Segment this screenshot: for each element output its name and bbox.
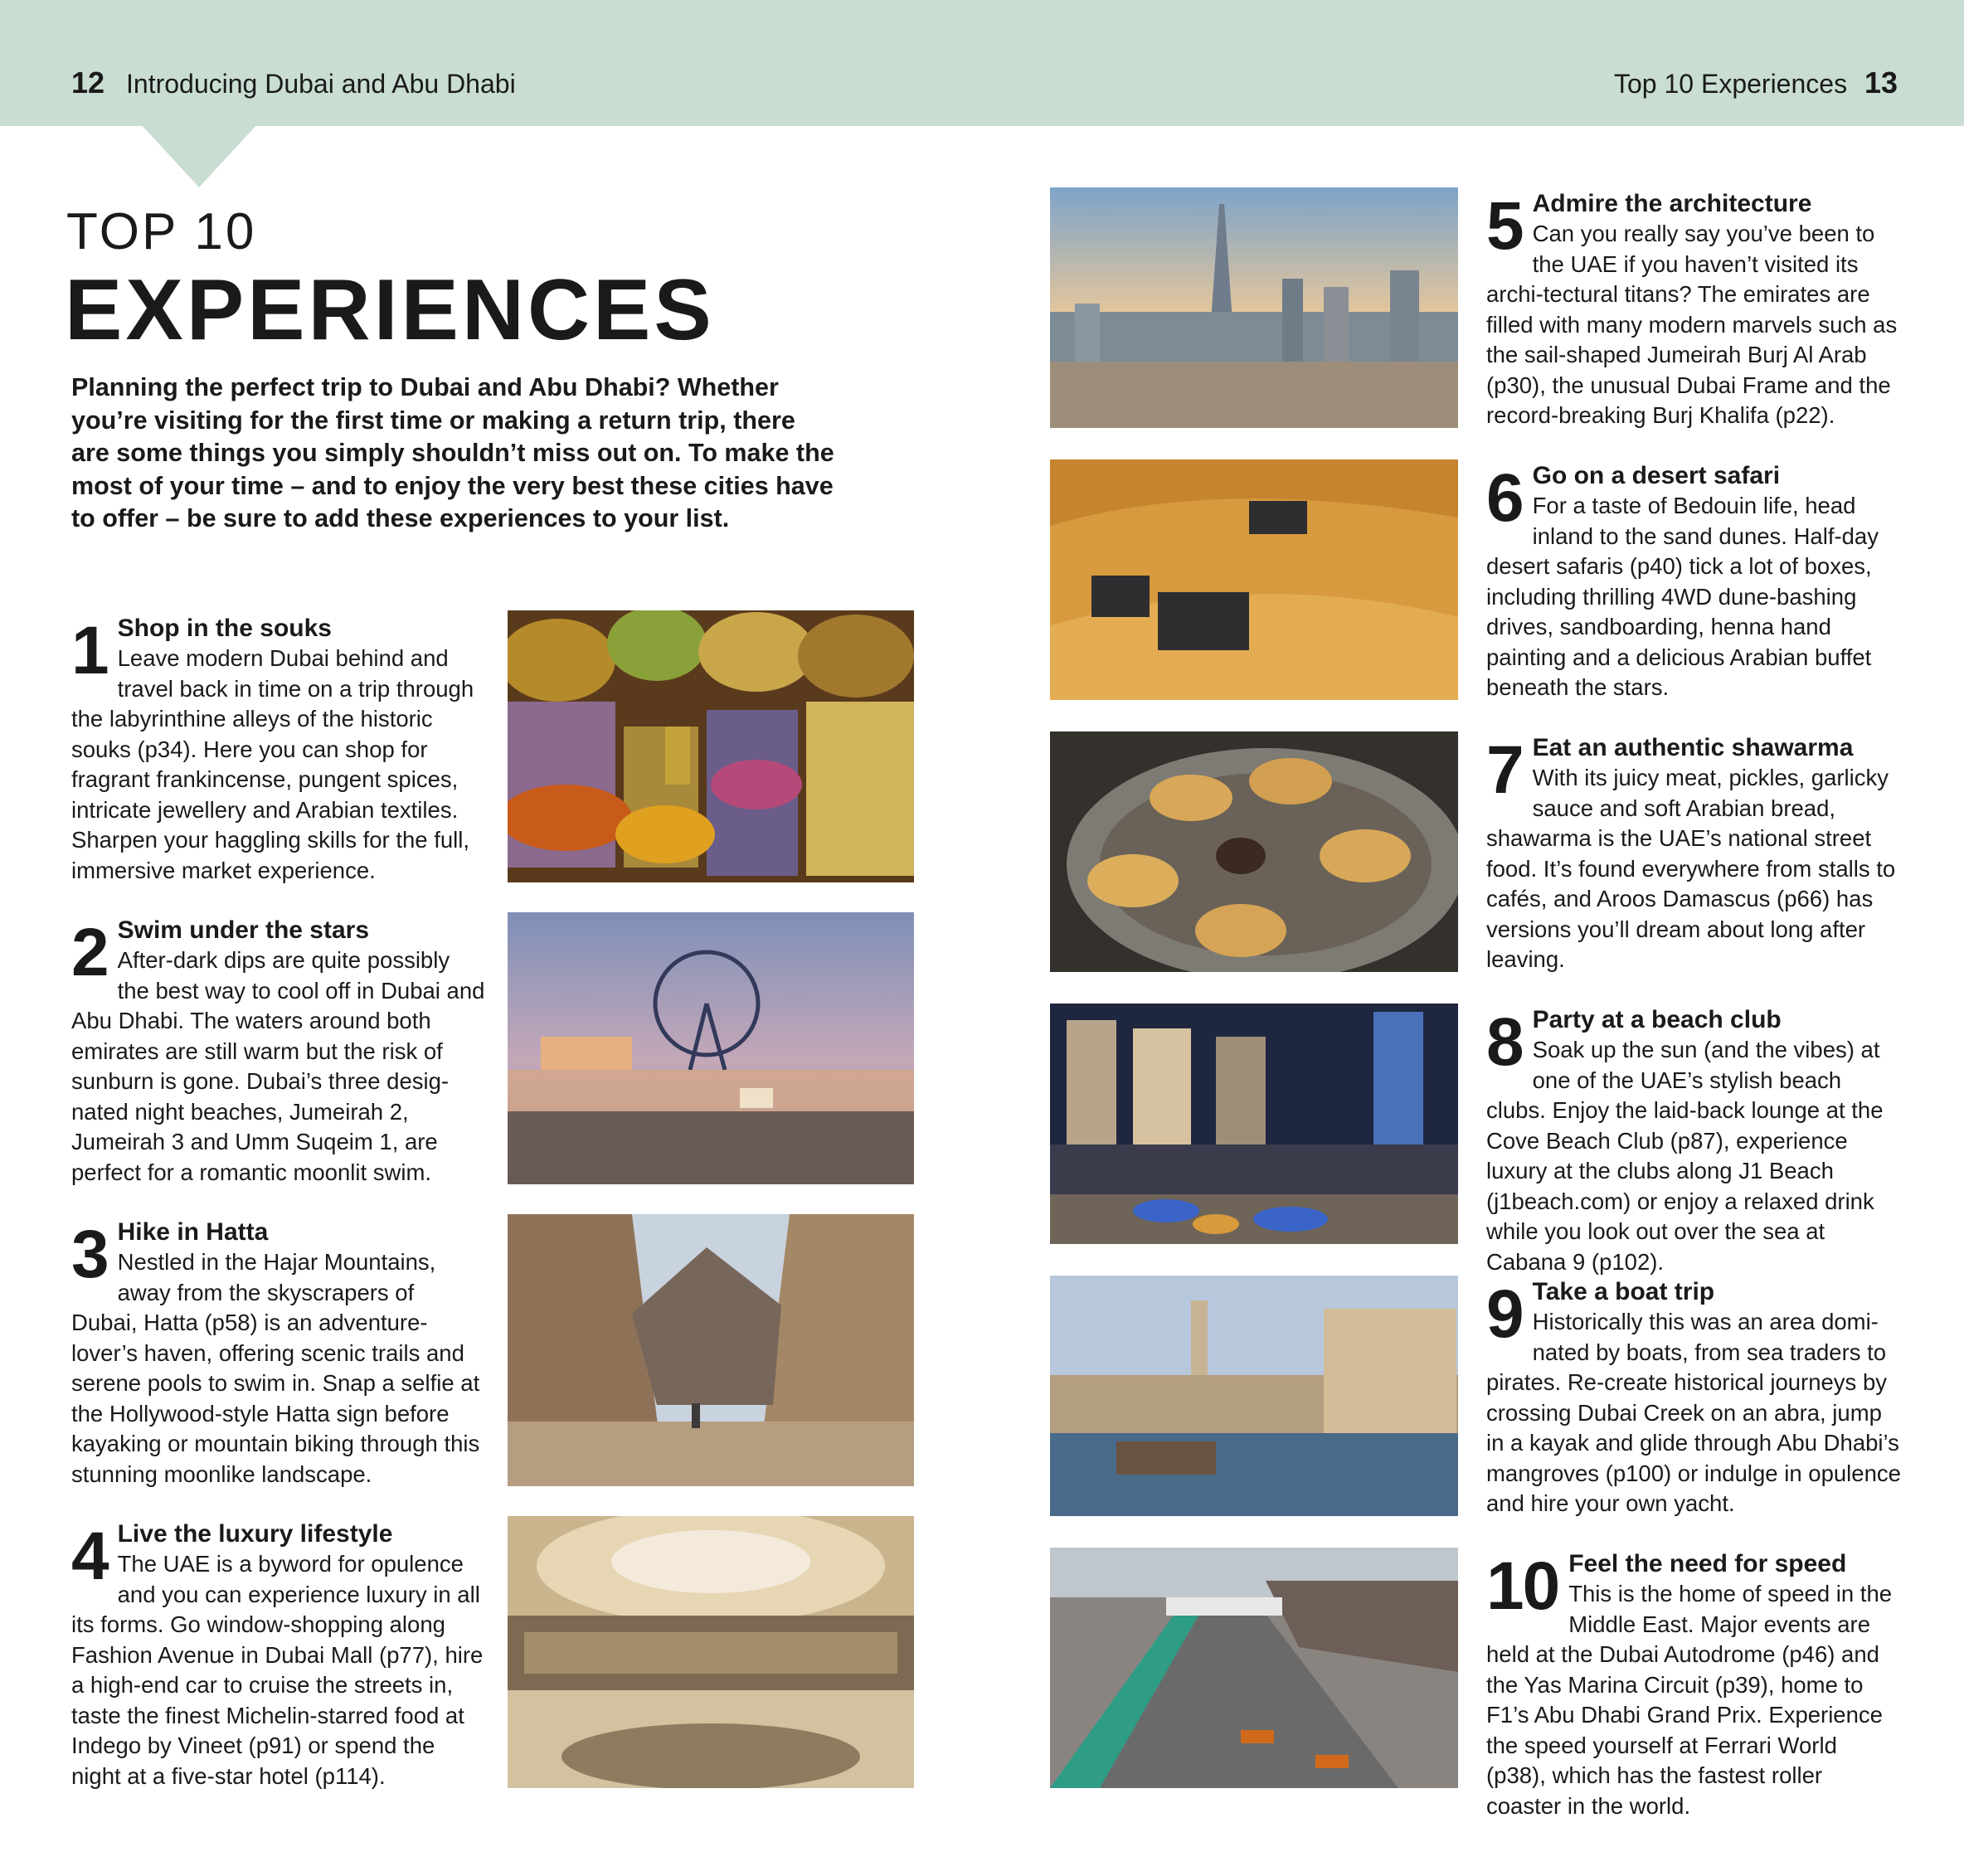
item-number: 2 — [71, 915, 108, 990]
item-body: For a taste of Bedouin life, head inland to the sand dunes. Half-day desert safaris (p40) tick a lot of boxes, including thrilling 4WD dune-bashing drives, sandboarding, henna hand painting and a delicious Arabian buffet beneath the stars. — [1486, 493, 1879, 700]
item-body: After-dark dips are quite possibly the best way to cool off in Dubai and Abu Dhabi. The waters around both emirates are still warm but the risk of sunburn is gone. Dubai’s three desig-nated night beaches, Jumeirah 2, Jumeirah 3 and Umm Suqeim 1, are perfect for a romantic moonlit swim. — [71, 947, 485, 1185]
experience-item-1 — [71, 614, 486, 886]
item-title: Party at a beach club — [1532, 1006, 1782, 1033]
beach-club-photo — [1050, 1004, 1458, 1244]
item-title: Live the luxury lifestyle — [117, 1520, 393, 1548]
item-number: 10 — [1486, 1548, 1559, 1624]
experience-item-5 — [1486, 189, 1901, 431]
right-page-number: 13 — [1864, 66, 1898, 100]
page-title: EXPERIENCES — [65, 262, 715, 358]
item-number: 1 — [71, 613, 108, 688]
item-number: 8 — [1486, 1004, 1523, 1080]
experience-item-3 — [71, 1217, 486, 1490]
experience-item-2 — [71, 916, 486, 1188]
mall-interior-photo — [508, 1516, 914, 1788]
souk-spices-photo — [508, 610, 914, 882]
page-header — [0, 0, 1964, 126]
experience-item-6 — [1486, 461, 1901, 703]
experience-item-8 — [1486, 1005, 1901, 1277]
item-body: Nestled in the Hajar Mountains, away from the skyscrapers of Dubai, Hatta (p58) is an adventure-lover’s haven, offering scenic trails and serene pools to swim in. Snap a selfie at the Hollywood-style Hatta sign before kayaking or mountain biking through this stunning moonlike landscape. — [71, 1249, 480, 1487]
item-title: Eat an authentic shawarma — [1532, 734, 1854, 761]
experience-item-7 — [1486, 733, 1901, 975]
experience-item-10 — [1486, 1549, 1901, 1821]
item-body: With its juicy meat, pickles, garlicky sauce and soft Arabian bread, shawarma is the UAE’s national street food. It’s found everywhere from stalls to cafés, and Aroos Damascus (p66) has versions you’ll dream about long after leaving. — [1486, 765, 1896, 972]
item-number: 3 — [71, 1217, 108, 1292]
item-number: 5 — [1486, 188, 1523, 264]
experience-item-4 — [71, 1519, 486, 1791]
experience-item-9 — [1486, 1277, 1901, 1519]
item-title: Hike in Hatta — [117, 1218, 269, 1246]
item-body: Can you really say you’ve been to the UAE if you haven’t visited its archi-tectural titans? The emirates are filled with many modern marvels such as the sail-shaped Jumeirah Burj Al Arab (p30), the unusual Dubai Frame and the record-breaking Burj Khalifa (p22). — [1486, 221, 1898, 428]
item-number: 7 — [1486, 732, 1523, 808]
item-body: Historically this was an area domi-nated by boats, from sea traders to pirates. Re-create historical journeys by crossing Dubai Creek on an abra, jump in a kayak and glide through Abu Dhabi’s mangroves (p100) or indulge in opulence and hire your own yacht. — [1486, 1309, 1901, 1516]
item-title: Feel the need for speed — [1568, 1550, 1847, 1577]
race-track-photo — [1050, 1548, 1458, 1788]
item-number: 9 — [1486, 1276, 1523, 1352]
header-notch — [141, 124, 257, 187]
dubai-skyline-photo — [1050, 187, 1458, 428]
desert-safari-photo — [1050, 459, 1458, 700]
item-title: Go on a desert safari — [1532, 462, 1781, 489]
heading-kicker: TOP 10 — [66, 203, 257, 260]
item-title: Shop in the souks — [117, 615, 332, 642]
item-body: The UAE is a byword for opulence and you can experience luxury in all its forms. Go window-shopping along Fashion Avenue in Dubai Mall (p77), hire a high-end car to cruise the streets in, taste the finest Michelin-starred food at Indego by Vineet (p91) or spend the night at a five-star hotel (p114). — [71, 1551, 484, 1789]
intro-paragraph: Planning the perfect trip to Dubai and Abu Dhabi? Whether you’re visiting for the first time or making a return trip, there are some things you simply shouldn’t miss out on. To make the most of your time – and to enjoy the very best these cities have to offer – be sure to add these experiences to your list. — [71, 373, 834, 532]
item-body: This is the home of speed in the Middle East. Major events are held at the Dubai Autodrome (p46) and the Yas Marina Circuit (p39), home to F1’s Abu Dhabi Grand Prix. Experience the speed yourself at Ferrari World (p38), which has the fastest roller coaster in the world. — [1486, 1581, 1893, 1819]
hatta-mountains-photo — [508, 1214, 914, 1486]
left-running-title: Introducing Dubai and Abu Dhabi — [126, 69, 516, 99]
item-title: Take a boat trip — [1532, 1278, 1715, 1305]
left-page-number: 12 — [71, 66, 105, 100]
night-beach-photo — [508, 912, 914, 1184]
item-title: Admire the architecture — [1532, 190, 1812, 217]
item-title: Swim under the stars — [117, 916, 370, 944]
dubai-creek-photo — [1050, 1276, 1458, 1516]
item-body: Soak up the sun (and the vibes) at one of the UAE’s stylish beach clubs. Enjoy the laid-back lounge at the Cove Beach Club (p87), experience luxury at the clubs along J1 Beach (j1beach.com) or enjoy a relaxed drink while you look out over the sea at Cabana 9 (p102). — [1486, 1037, 1884, 1275]
shawarma-photo — [1050, 731, 1458, 972]
right-running-title: Top 10 Experiences — [1614, 69, 1848, 99]
item-number: 6 — [1486, 460, 1523, 536]
item-number: 4 — [71, 1519, 108, 1594]
item-body: Leave modern Dubai behind and travel back in time on a trip through the labyrinthine alleys of the historic souks (p34). Here you can shop for fragrant frankincense, pungent spices, intricate jewellery and Arabian textiles. Sharpen your haggling skills for the full, immersive market experience. — [71, 645, 474, 883]
